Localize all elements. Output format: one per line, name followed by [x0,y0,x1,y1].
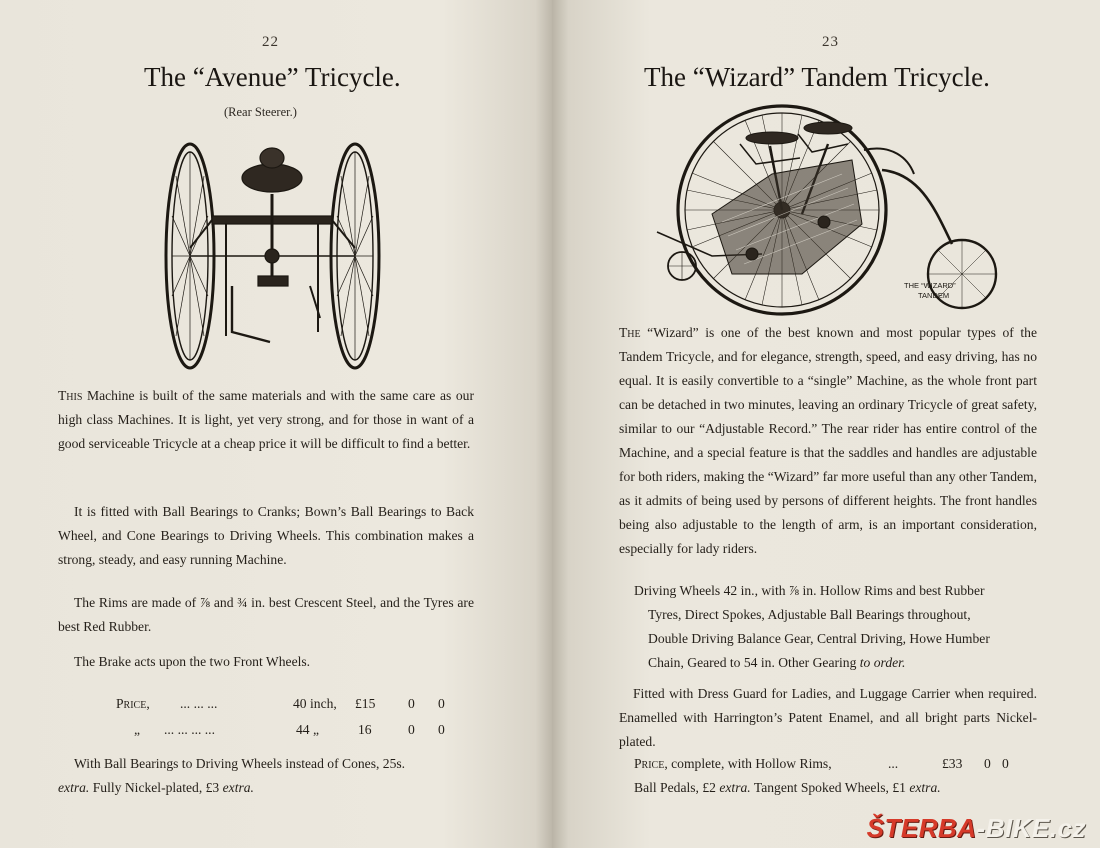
avenue-tricycle-engraving [160,136,385,376]
wizard-price-pounds: £33 [942,756,963,771]
site-watermark: ŠTERBA-BIKE.cz [866,813,1086,843]
price-row-2-label: „ [134,722,141,737]
right-page [552,0,1100,848]
page-subtitle-left: (Rear Steerer.) [224,105,297,119]
avenue-extras-line-2: extra. Fully Nickel-plated, £3 extra. [58,780,254,795]
wizard-extras-line: Ball Pedals, £2 extra. Tangent Spoked Wheels, £1 extra. [634,780,941,795]
price-row-1-shillings: 0 [408,696,415,711]
wizard-price-label: Price, complete, with Hollow Rims, [634,756,832,771]
price-row-1-pounds: £15 [355,696,376,711]
engraving-caption-line-1: THE “WIZARD” [904,281,956,290]
engraving-caption-line-2: TANDEM [918,291,950,300]
price-row-2-dots: ... ... ... ... [164,722,215,737]
price-row-1-label: Price, [116,696,150,711]
avenue-extras-line-1: With Ball Bearings to Driving Wheels instead of Cones, 25s. [74,756,406,771]
wizard-price-dots: ... [888,756,899,771]
avenue-rims-paragraph: The Rims are made of ⅞ and ¾ in. best Crescent Steel, and the Tyres are best Red Rubber. [58,595,474,634]
page-number-left: 22 [262,34,279,50]
page-number-right: 23 [822,34,839,50]
price-row-1-dots: ... ... ... [180,696,218,711]
price-row-1-pence: 0 [438,696,445,711]
price-row-2-size: 44 „ [296,722,320,737]
wizard-price-pence: 0 [1002,756,1009,771]
price-row-2-pence: 0 [438,722,445,737]
wizard-spec-line-3: Double Driving Balance Gear, Central Driving, Howe Humber [648,631,990,646]
wizard-description: The “Wizard” is one of the best known and most popular types of the Tandem Tricycle, and for elegance, strength, speed, and easy driving, has no equal. It is easily convertible to a “single” Machine, as the whole front part can be detached in two minutes, leaving an ordinary Tricycle of great safety, similar to our “Adjustable Record.” The rear rider has entire control of the Machine, and a special feature is that the saddles and handles are adjustable for both riders, making the “Wizard” far more useful than any other Tandem, as it admits of being used by persons of different heights. The front handles being also adjustable to the length of arm, is an important consideration, especially for lady riders. [619,325,1037,556]
wizard-spec-line-1: Driving Wheels 42 in., with ⅞ in. Hollow Rims and best Rubber [634,583,985,598]
avenue-description: This Machine is built of the same materials and with the same care as our high class Machines. It is light, yet very strong, and for those in want of a good serviceable Tricycle at a cheap price it will be difficult to find a better. [58,388,474,451]
price-row-1-size: 40 inch, [293,696,337,711]
page-title-right: The “Wizard” Tandem Tricycle. [644,62,990,92]
price-row-2-pounds: 16 [358,722,372,737]
price-row-2-shillings: 0 [408,722,415,737]
wizard-tandem-engraving [652,104,1012,316]
wizard-spec-line-4: Chain, Geared to 54 in. Other Gearing to order. [648,655,906,670]
wizard-price-shillings: 0 [984,756,991,771]
wizard-spec-line-2: Tyres, Direct Spokes, Adjustable Ball Bearings throughout, [648,607,971,622]
page-title-left: The “Avenue” Tricycle. [144,62,401,92]
wizard-fittings-paragraph: Fitted with Dress Guard for Ladies, and Luggage Carrier when required. Enamelled with Harrington’s Patent Enamel, and all bright parts Nickel-plated. [619,686,1037,749]
avenue-bearings-paragraph: It is fitted with Ball Bearings to Cranks; Bown’s Ball Bearings to Back Wheel, and Cone Bearings to Driving Wheels. This combination makes a strong, steady, and easy running Machine. [58,504,474,567]
avenue-brake-line: The Brake acts upon the two Front Wheels. [74,654,311,669]
